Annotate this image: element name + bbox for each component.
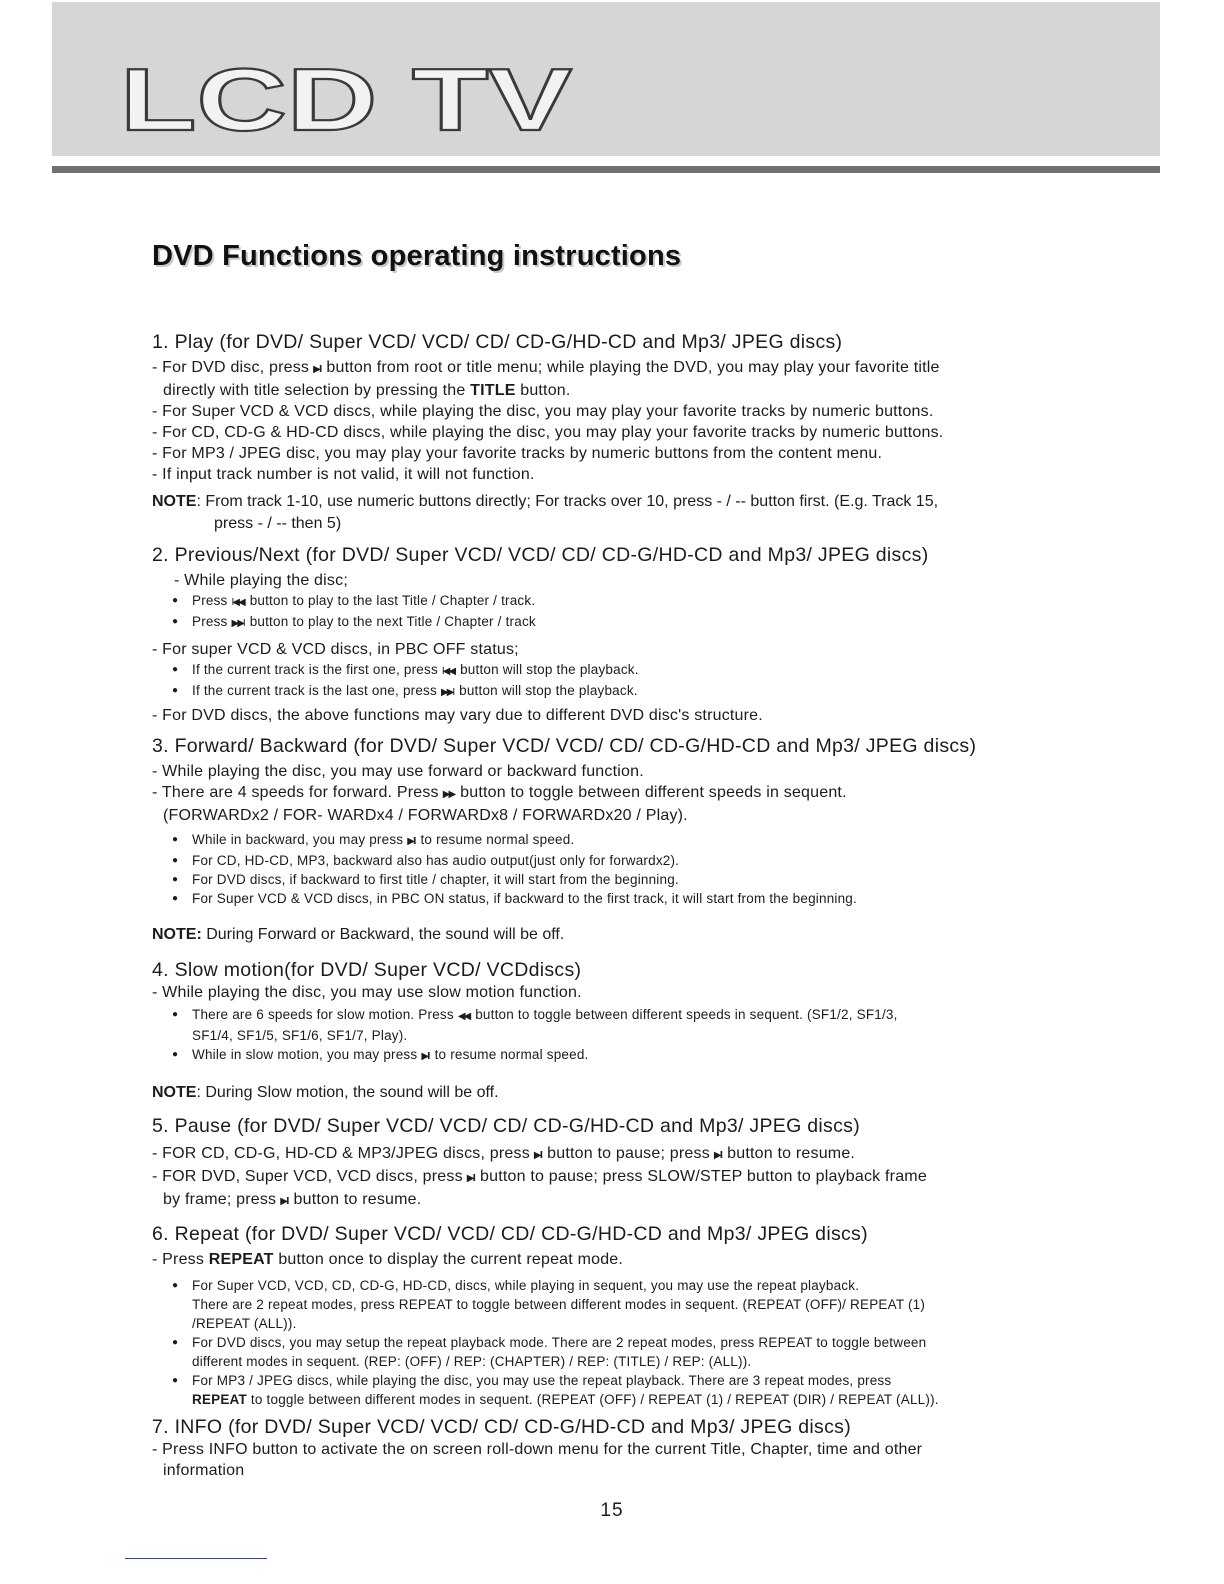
note: NOTE: From track 1-10, use numeric buttons directly; For tracks over 10, press - / -- button first. (E.g. Track 15, (152, 493, 939, 510)
page-number: 15 (600, 1500, 624, 1521)
list-item: ● For Super VCD, VCD, CD, CD-G, HD-CD, discs, while playing in sequent, you may use the repeat playback. (152, 1276, 1087, 1295)
list-item: ● For MP3 / JPEG discs, while playing the disc, you may use the repeat playback. There are 3 repeat modes, press (152, 1371, 1087, 1390)
backward-icon: ◀◀ (457, 1011, 470, 1022)
section-7-heading: 7. INFO (for DVD/ Super VCD/ VCD/ CD/ CD-G/HD-CD and Mp3/ JPEG discs) (152, 1416, 851, 1438)
list-item: ● While in slow motion, you may press ▶II to resume normal speed. (152, 1045, 1087, 1066)
page-title: DVD Functions operating instructions (152, 240, 682, 272)
list-item: ● Press I◀◀ button to play to the last Title / Chapter / track. (152, 591, 1087, 612)
section-4-heading: 4. Slow motion(for DVD/ Super VCD/ VCDdiscs) (152, 959, 582, 981)
footer-rule (125, 1558, 267, 1559)
section-6-heading: 6. Repeat (for DVD/ Super VCD/ VCD/ CD/ CD-G/HD-CD and Mp3/ JPEG discs) (152, 1223, 868, 1245)
lcd-tv-logo (120, 66, 580, 136)
list-item: ● If the current track is the last one, press ▶▶I button will stop the playback. (152, 681, 1087, 702)
note: NOTE: During Forward or Backward, the sound will be off. (152, 926, 565, 943)
section-3-heading: 3. Forward/ Backward (for DVD/ Super VCD/ VCD/ CD/ CD-G/HD-CD and Mp3/ JPEG discs) (152, 735, 977, 757)
section-2-heading: 2. Previous/Next (for DVD/ Super VCD/ VCD/ CD/ CD-G/HD-CD and Mp3/ JPEG discs) (152, 544, 929, 566)
list-item: ● For CD, HD-CD, MP3, backward also has audio output(just only for forwardx2). (152, 851, 1087, 870)
list-item: ● For DVD discs, you may setup the repeat playback mode. There are 2 repeat modes, press REPEAT to toggle between (152, 1333, 1087, 1352)
repeat-key-label: REPEAT (208, 1251, 274, 1268)
play-pause-icon: ▶II (280, 1196, 288, 1207)
play-pause-icon: ▶II (466, 1173, 475, 1184)
next-icon: ▶▶I (440, 687, 454, 698)
section-1-heading: 1. Play (for DVD/ Super VCD/ VCD/ CD/ CD-G/HD-CD and Mp3/ JPEG discs) (152, 331, 843, 353)
instructions: 1. Play (for DVD/ Super VCD/ VCD/ CD/ CD-G/HD-CD and Mp3/ JPEG discs) - For DVD disc, press ▶II button from root or title menu; while playing the DVD, you may play your favorite title directly with title selection by pressing the TITLE button. - For Super VCD & VCD discs, while playing the disc, you may play your favorite tracks by numeric buttons. - For CD, CD-G & HD-CD discs, while playing the disc, you may play your favorite tracks by numeric buttons. - For MP3 / JPEG disc, you may play your favorite tracks by numeric buttons from the content menu. - If input track number is not valid, it will not function. NOTE: From track 1-10, use numeric buttons directly; For tracks over 10, press - / -- button first. (E.g. Track 15, press - / -- then 5) 2. Previous/Next (for DVD/ Super VCD/ VCD/ CD/ CD-G/HD-CD and Mp3/ JPEG discs) - While playing the disc; ● Press I◀◀ button to play to the last Title / Chapter / track. ● Press ▶▶I button to play to the next Title / Chapter / track - For super VCD & VCD discs, in PBC OFF status; ● If the current track is the first one, press I◀◀ button will stop the playback. ● If the current track is the last one, press ▶▶I button will stop the playback. - For DVD discs, the above functions may vary due to different DVD disc's structure. 3. Forward/ Backward (for DVD/ Super VCD/ VCD/ CD/ CD-G/HD-CD and Mp3/ JPEG discs) - While playing the disc, you may use forward or backward function. - There are 4 speeds for forward. Press ▶▶ button to toggle between different speeds in sequent. (FORWARDx2 / FOR- WARDx4 / FORWARDx8 / FORWARDx20 / Play). ● While in backward, you may press ▶II to resume normal speed. ● For CD, HD-CD, MP3, backward also has audio output(just only for forwardx2). ● For DVD discs, if backward to first title / chapter, it will start from the beginning. ● For Super VCD & VCD discs, in PBC ON status, if backward to the first track, it will start from the beginning. NOTE: During Forward or Backward, the sound will be off. 4. Slow motion(for DVD/ Super VCD/ VCDdiscs) - While playing the disc, you may use slow motion function. ● There are 6 speeds for slow motion. Press ◀◀ button to toggle between different speeds in sequent. (SF1/2, SF1/3, SF1/4, SF1/5, SF1/6, SF1/7, Play). ● While in slow motion, you may press ▶II to resume normal speed. NOTE: During Slow motion, the sound will be off. 5. Pause (for DVD/ Super VCD/ VCD/ CD/ CD-G/HD-CD and Mp3/ JPEG discs) - FOR CD, CD-G, HD-CD & MP3/JPEG discs, press ▶II button to pause; press ▶II button to resume. - FOR DVD, Super VCD, VCD discs, press ▶II button to pause; press SLOW/STEP button to playback frame by frame; press ▶II button to resume. 6. Repeat (for DVD/ Super VCD/ VCD/ CD/ CD-G/HD-CD and Mp3/ JPEG discs) - Press REPEAT button once to display the current repeat mode. ● For Super VCD, VCD, CD, CD-G, HD-CD, discs, while playing in sequent, you may use the repeat playback. There are 2 repeat modes, press REPEAT to toggle between different modes in sequent. (REPEAT (OFF)/ REPEAT (1) /REPEAT (ALL)). ● For DVD discs, you may setup the repeat playback mode. There are 2 repeat modes, press REPEAT to toggle between different modes in sequent. (REP: (OFF) / REP: (CHAPTER) / REP: (TITLE) / REP: (ALL)). ● For MP3 / JPEG discs, while playing the disc, you may use the repeat playback. There are 3 repeat modes, press REPEAT to toggle between different modes in sequent. (REPEAT (OFF) / REPEAT (1) / REPEAT (DIR) / REPEAT (ALL)). 7. INFO (for DVD/ Super VCD/ VCD/ CD/ CD-G/HD-CD and Mp3/ JPEG discs) - Press INFO button to activate the on screen roll-down menu for the current Title, Chapter, time and other information (152, 330, 1087, 1481)
header-rule (52, 166, 1160, 173)
logo-text: LCD TV (120, 66, 573, 136)
section-5-heading: 5. Pause (for DVD/ Super VCD/ VCD/ CD/ CD-G/HD-CD and Mp3/ JPEG discs) (152, 1115, 861, 1137)
play-pause-icon: ▶II (421, 1051, 429, 1062)
prev-icon: I◀◀ (441, 666, 455, 677)
list-item: ● While in backward, you may press ▶II to resume normal speed. (152, 830, 1087, 851)
list-item: ● For Super VCD & VCD discs, in PBC ON status, if backward to the first track, it will start from the beginning. (152, 889, 1087, 908)
play-pause-icon: ▶II (533, 1150, 542, 1161)
forward-icon: ▶▶ (442, 789, 455, 800)
note: NOTE: During Slow motion, the sound will be off. (152, 1084, 499, 1101)
list-item: ● There are 6 speeds for slow motion. Press ◀◀ button to toggle between different speeds in sequent. (SF1/2, SF1/3, (152, 1005, 1087, 1026)
title-key-label: TITLE (470, 382, 516, 399)
play-pause-icon: ▶II (313, 364, 321, 375)
list-item: ● If the current track is the first one, press I◀◀ button will stop the playback. (152, 660, 1087, 681)
prev-icon: I◀◀ (231, 597, 244, 608)
list-item: ● For DVD discs, if backward to first title / chapter, it will start from the beginning. (152, 870, 1087, 889)
list-item: ● Press ▶▶I button to play to the next Title / Chapter / track (152, 612, 1087, 633)
play-pause-icon: ▶II (713, 1150, 722, 1161)
repeat-key-label: REPEAT (192, 1392, 247, 1407)
next-icon: ▶▶I (231, 618, 244, 629)
play-pause-icon: ▶II (407, 836, 415, 847)
